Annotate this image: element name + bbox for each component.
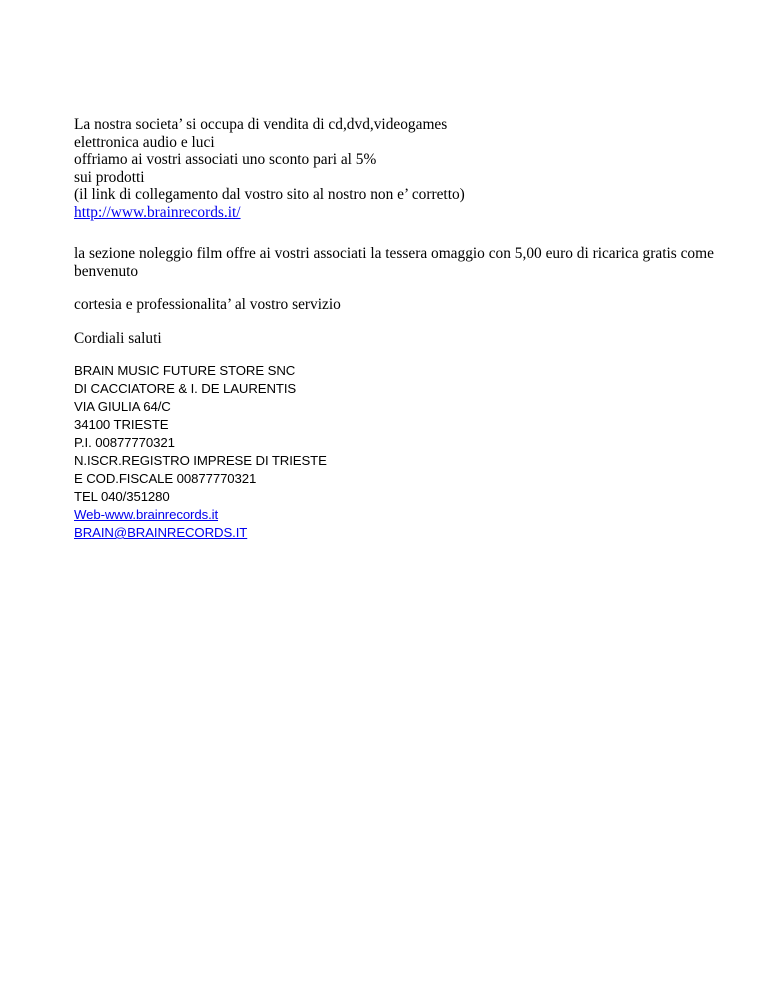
signature-line: N.ISCR.REGISTRO IMPRESE DI TRIESTE [74,453,327,468]
signature-line: TEL 040/351280 [74,489,170,504]
signature-web-link[interactable]: Web-www.brainrecords.it [74,507,219,522]
greeting: Cordiali saluti [74,329,162,347]
signature-line: E COD.FISCALE 00877770321 [74,471,257,486]
intro-line: La nostra societa’ si occupa di vendita di cd,dvd,videogames [74,116,448,133]
intro-line: (il link di collegamento dal vostro sito al nostro non e’ corretto) [74,186,465,203]
signature-line: BRAIN MUSIC FUTURE STORE SNC [74,363,296,378]
service-line: cortesia e professionalita’ al vostro servizio [74,296,341,313]
signature-line: VIA GIULIA 64/C [74,399,171,414]
intro-line: sui prodotti [74,168,145,186]
signature-line: DI CACCIATORE & I. DE LAURENTIS [74,381,297,396]
intro-line: elettronica audio e luci [74,133,215,151]
rental-paragraph: la sezione noleggio film offre ai vostri associati la tessera omaggio con 5,00 euro di ricarica gratis come benvenuto [74,245,714,280]
website-link[interactable]: http://www.brainrecords.it/ [74,203,241,221]
signature-line: 34100 TRIESTE [74,417,169,432]
signature-block [74,362,714,542]
signature-email-link[interactable]: BRAIN@BRAINRECORDS.IT [74,525,248,540]
document-body [74,116,714,542]
intro-line: offriamo ai vostri associati uno sconto pari al 5% [74,151,377,168]
intro-block [74,116,714,221]
signature-line: P.I. 00877770321 [74,435,175,450]
